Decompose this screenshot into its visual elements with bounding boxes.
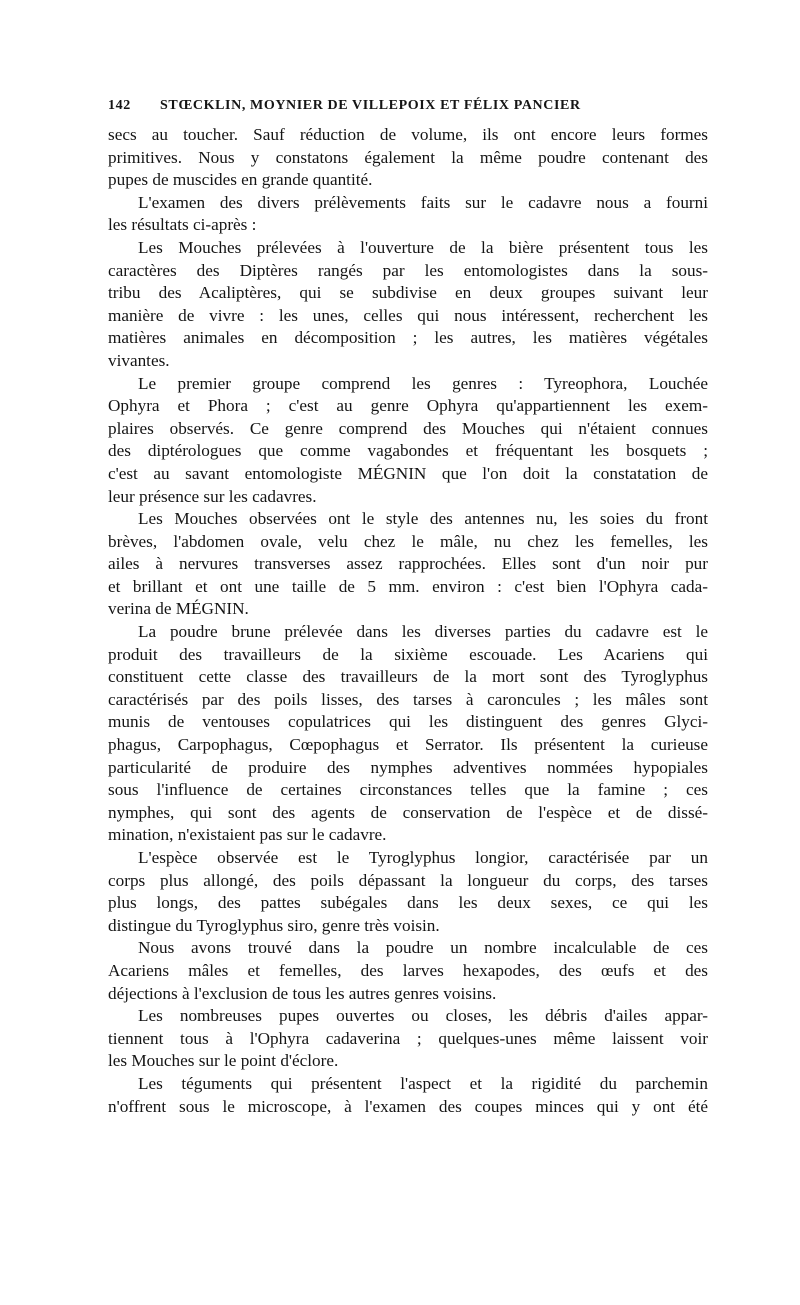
text-line: n'offrent sous le microscope, à l'examen des coupes minces qui y ont été <box>108 1096 708 1116</box>
text-line: La poudre brune prélevée dans les diverses parties du cadavre est le <box>138 622 708 642</box>
text-line: Les téguments qui présentent l'aspect et la rigidité du parchemin <box>138 1073 708 1093</box>
text-line: caractérisés par des poils lisses, des tarses à caroncules ; les mâles sont <box>108 689 708 709</box>
text-line: primitives. Nous y constatons également la même poudre contenant des <box>108 147 708 167</box>
text-line: caractères des Diptères rangés par les entomologistes dans la sous- <box>108 260 708 280</box>
text-line: secs au toucher. Sauf réduction de volume, ils ont encore leurs formes <box>108 125 708 144</box>
text-line: les Mouches sur le point d'éclore. <box>108 1051 339 1071</box>
text-line: L'espèce observée est le Tyroglyphus longior, caractérisée par un <box>138 848 708 867</box>
text-line: corps plus allongé, des poils dépassant la longueur du corps, des tarses <box>108 870 708 890</box>
page-number: 142 <box>108 98 131 113</box>
text-line: plus longs, des pattes subégales dans les deux sexes, ce qui les <box>108 893 708 913</box>
text-line: Ophyra et Phora ; c'est au genre Ophyra qu'appartiennent les exem- <box>108 396 708 416</box>
text-line: matières animales en décomposition ; les autres, les matières végétales <box>108 328 708 348</box>
text-line: déjections à l'exclusion de tous les autres genres voisins. <box>108 983 497 1003</box>
running-header <box>108 96 708 122</box>
text-line: et brillant et ont une taille de 5 mm. environ : c'est bien l'Ophyra cada- <box>108 576 708 596</box>
text-line: vivantes. <box>108 350 170 370</box>
text-line: Les Mouches observées ont le style des antennes nu, les soies du front <box>138 509 708 529</box>
text-line: des diptérologues que comme vagabondes et fréquentant les bosquets ; <box>108 441 708 461</box>
text-line: manière de vivre : les unes, celles qui nous intéressent, recherchent les <box>108 305 708 325</box>
text-line: Les nombreuses pupes ouvertes ou closes, les débris d'ailes appar- <box>138 1006 708 1026</box>
running-title: STŒCKLIN, MOYNIER DE VILLEPOIX ET FÉLIX PANCIER <box>160 98 581 113</box>
text-line: L'examen des divers prélèvements faits sur le cadavre nous a fourni <box>138 192 708 212</box>
text-line: distingue du Tyroglyphus siro, genre très voisin. <box>108 915 440 935</box>
text-line: verina de MÉGNIN. <box>108 599 249 619</box>
text-line: Nous avons trouvé dans la poudre un nombre incalculable de ces <box>138 938 708 958</box>
text-line: phagus, Carpophagus, Cœpophagus et Serrator. Ils présentent la curieuse <box>108 735 708 755</box>
text-line: ailes à nervures transverses assez rapprochées. Elles sont d'un noir pur <box>108 554 708 574</box>
text-line: tribu des Acaliptères, qui se subdivise en deux groupes suivant leur <box>108 283 708 303</box>
text-line: plaires observés. Ce genre comprend des Mouches qui n'étaient connues <box>108 418 708 438</box>
text-line: particularité de produire des nymphes adventives nommées hypopiales <box>108 757 708 777</box>
text-line: constituent cette classe des travailleurs de la mort sont des Tyroglyphus <box>108 667 708 687</box>
text-line: c'est au savant entomologiste MÉGNIN que l'on doit la constatation de <box>108 463 708 483</box>
text-line: Les Mouches prélevées à l'ouverture de la bière présentent tous les <box>138 237 708 257</box>
text-line: mination, n'existaient pas sur le cadavre. <box>108 825 387 845</box>
text-line: nymphes, qui sont des agents de conservation de l'espèce et de dissé- <box>108 802 708 822</box>
text-line: pupes de muscides en grande quantité. <box>108 170 373 190</box>
text-line: Le premier groupe comprend les genres : Tyreophora, Louchée <box>138 373 708 393</box>
text-line: leur présence sur les cadavres. <box>108 486 317 506</box>
text-line: produit des travailleurs de la sixième escouade. Les Acariens qui <box>108 644 708 664</box>
text-line: Acariens mâles et femelles, des larves hexapodes, des œufs et des <box>108 960 708 980</box>
text-line: brèves, l'abdomen ovale, velu chez le mâle, nu chez les femelles, les <box>108 531 708 551</box>
body-text <box>108 124 708 1118</box>
text-line: munis de ventouses copulatrices qui les distinguent des genres Glyci- <box>108 712 708 732</box>
text-line: tiennent tous à l'Ophyra cadaverina ; quelques-unes même laissent voir <box>108 1028 708 1048</box>
text-line: sous l'influence de certaines circonstances telles que la famine ; ces <box>108 780 708 800</box>
text-line: les résultats ci-après : <box>108 215 257 235</box>
